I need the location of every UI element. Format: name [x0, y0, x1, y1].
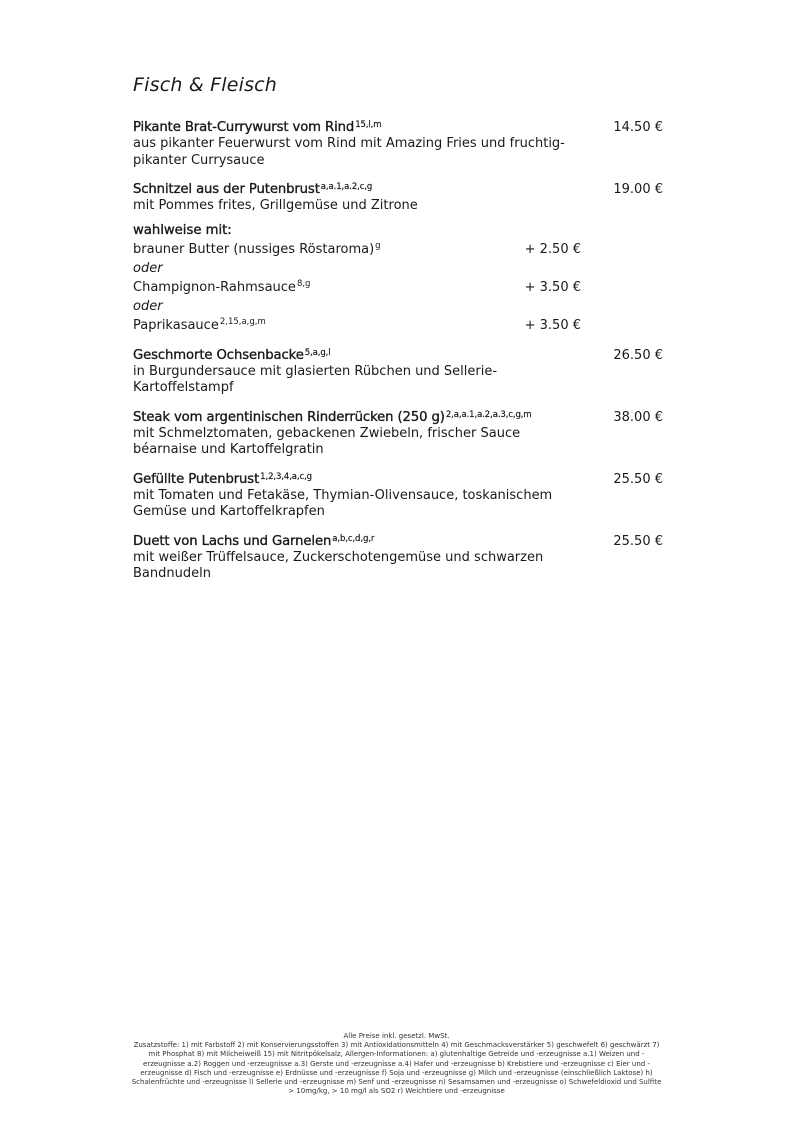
page-title: Fisch & Fleisch [133, 74, 278, 96]
item-description: aus pikanter Feuerwurst vom Rind mit Amazing Fries und fruchtig-pikanter Currysauce [133, 136, 565, 168]
option-row [133, 240, 581, 259]
option-price: + 3.50 € [524, 279, 581, 295]
menu-item [133, 182, 663, 335]
item-price: 25.50 € [613, 533, 663, 549]
item-description: in Burgundersauce mit glasierten Rübchen und Sellerie-Kartoffelstampf [133, 363, 498, 395]
item-description: mit Pommes frites, Grillgemüse und Zitrone [133, 198, 418, 213]
allergen-codes: 1,2,3,4,a,c,g [260, 471, 312, 482]
menu-item [133, 410, 663, 459]
allergen-codes: 15,l,m [355, 120, 382, 130]
item-price: 19.00 € [613, 182, 663, 197]
menu-item [133, 348, 663, 397]
option-label: brauner Butter (nussiges Röstaroma)$^g$ [133, 240, 381, 257]
allergen-codes: 5,a,g,l [304, 347, 331, 358]
footer-legal [130, 1032, 663, 1096]
menu-list [133, 120, 663, 596]
item-price: 38.00 € [613, 409, 663, 425]
item-name: Duett von Lachs und Garnelen$^{a,b,c,d,g,r}$ [133, 533, 375, 549]
item-price: 25.50 € [613, 471, 663, 487]
item-description: mit weißer Trüffelsauce, Zuckerschotengemüse und schwarzen Bandnudeln [133, 549, 544, 581]
option-list [133, 221, 663, 335]
item-price: 14.50 € [613, 120, 663, 135]
item-name: Gefüllte Putenbrust$^{1,2,3,4,a,c,g}$ [133, 471, 312, 487]
item-name: Steak vom argentinischen Rinderrücken (250 g)$^{2,a,a.1,a.2,a.3,c,g,m}$ [133, 409, 532, 425]
additives-legend: Zusatzstoffe: 1) mit Farbstoff 2) mit Konservierungsstoffen 3) mit Antioxidationsmitteln 4) mit Geschmacksverstärker 5) geschwefelt 6) geschwärzt 7) mit Phosphat 8) mit Milcheiweiß 15) mit Nitritpökelsalz, Allergen-Informationen: a) glutenhaltige Getreide und -erzeugnisse a.1) Weizen und -erzeugnisse a.2) Roggen und -erzeugnisse a.3) Gerste und -erzeugnisse a.4) Hafer und -erzeugnisse b) Krebstiere und -erzeugnisse c) Eier und -erzeugnisse d) Fisch und -erzeugnisse e) Erdnüsse und -erzeugnisse f) Soja und -erzeugnisse g) Milch und -erzeugnisse (einschließlich Laktose) h) Schalenfrüchte und -erzeugnisse l) Sellerie und -erzeugnisse m) Senf und -erzeugnisse n) Sesamsamen und -erzeugnisse o) Schwefeldioxid und Sulfite > 10mg/kg, > 10 mg/l als SO2 r) Weichtiere und -erzeugnisse [131, 1041, 662, 1096]
option-label: Paprikasauce$^{2,15,a,g,m}$ [133, 316, 266, 333]
options-heading: wahlweise mit: [133, 222, 232, 238]
option-price: + 3.50 € [524, 317, 581, 333]
item-name: Schnitzel aus der Putenbrust$^{a,a.1,a.2,c,g}$ [133, 182, 373, 197]
menu-item [133, 120, 663, 169]
option-label: Champignon-Rahmsauce$^{8,g}$ [133, 278, 311, 295]
option-row [133, 278, 581, 297]
menu-item [133, 472, 663, 521]
option-separator: oder [133, 260, 163, 276]
item-price: 26.50 € [613, 347, 663, 363]
allergen-codes: a,a.1,a.2,c,g [320, 182, 373, 192]
item-description: mit Schmelztomaten, gebackenen Zwiebeln, frischer Sauce béarnaise und Kartoffelgratin [133, 425, 521, 457]
item-description: mit Tomaten und Fetakäse, Thymian-Olivensauce, toskanischem Gemüse und Kartoffelkrapfen [133, 487, 553, 519]
allergen-codes: a,b,c,d,g,r [332, 533, 375, 544]
option-row [133, 316, 581, 335]
allergen-codes: 8,g [296, 278, 311, 289]
allergen-codes: g [375, 240, 381, 251]
item-name: Pikante Brat-Currywurst vom Rind$^{15,l,m}$ [133, 120, 382, 135]
vat-note: Alle Preise inkl. gesetzl. MwSt. [343, 1032, 450, 1040]
menu-item [133, 534, 663, 583]
item-name: Geschmorte Ochsenbacke$^{5,a,g,l}$ [133, 347, 331, 363]
option-price: + 2.50 € [524, 241, 581, 257]
allergen-codes: 2,a,a.1,a.2,a.3,c,g,m [445, 409, 532, 420]
allergen-codes: 2,15,a,g,m [219, 316, 266, 327]
option-separator: oder [133, 298, 163, 314]
